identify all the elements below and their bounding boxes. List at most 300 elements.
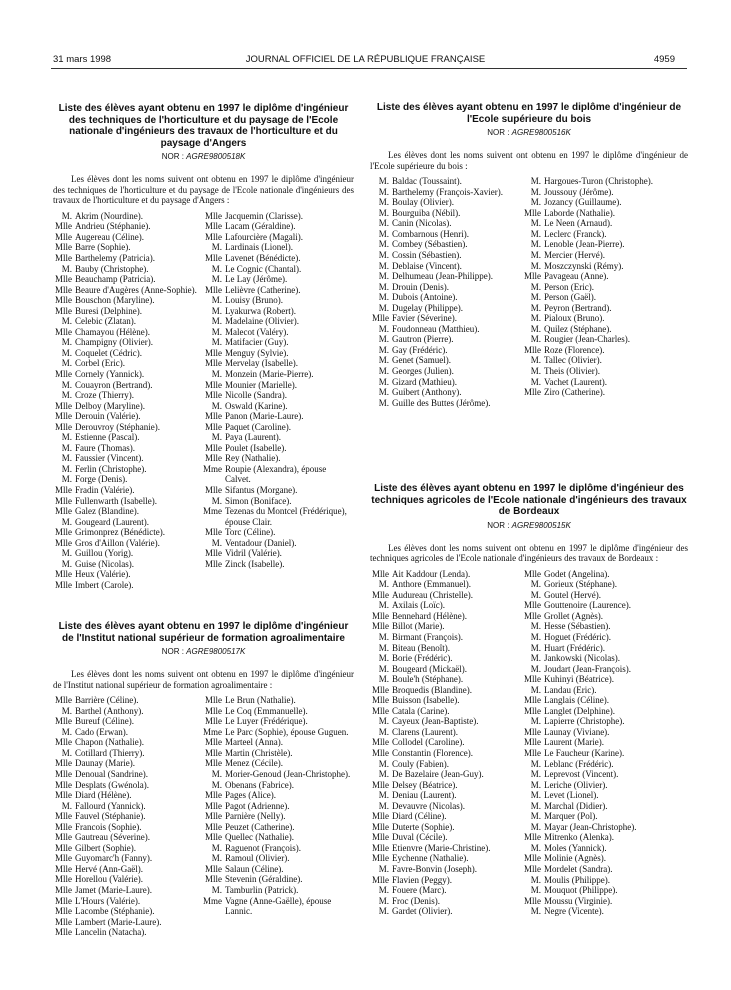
list-item [53, 390, 203, 401]
person-name: Andrieu (Stéphanie). [75, 221, 151, 232]
list-item [370, 896, 522, 907]
list-item [522, 832, 688, 843]
person-name: Marchal (Didier). [544, 800, 608, 811]
list-item [370, 313, 522, 324]
civility: M. [530, 779, 541, 790]
civility: Mlle [55, 421, 72, 432]
list-item [203, 874, 354, 885]
person-name: Chapon (Nathalie). [75, 737, 144, 748]
person-name: Fauvel (Stéphanie). [75, 811, 146, 822]
person-name: Gorieux (Stéphane). [544, 579, 617, 590]
person-name: Corbel (Eric). [75, 358, 125, 369]
list-item [203, 695, 354, 706]
list-item [53, 538, 203, 549]
person-name: Barthelemy (Patricia). [75, 252, 155, 263]
list-item [203, 348, 354, 359]
person-name: Fallourd (Yannick). [75, 800, 146, 811]
civility: Mlle [55, 411, 72, 422]
civility: Mlle [524, 271, 541, 282]
list-item [203, 864, 354, 875]
person-name: Gay (Frédéric). [392, 344, 448, 355]
civility: Mlle [55, 927, 72, 938]
list-item [203, 769, 354, 780]
person-name: Madelaine (Olivier). [225, 316, 299, 327]
list-item [53, 727, 203, 738]
list-item [203, 358, 354, 369]
list-item [370, 737, 522, 748]
civility: M. [530, 260, 541, 271]
civility: M. [378, 631, 389, 642]
list-item [53, 443, 203, 454]
person-name: Quellec (Nathalie). [225, 832, 294, 843]
person-name: Cotillard (Thierry). [75, 747, 145, 758]
civility: M. [378, 906, 389, 917]
person-name: Jozancy (Guillaume). [544, 197, 622, 208]
list-item [53, 264, 203, 275]
person-name: Moszczynski (Rémy). [544, 260, 624, 271]
section-agroalimentaire [53, 621, 354, 938]
person-name: Gouttenoire (Laurence). [544, 600, 631, 611]
civility: Mlle [55, 885, 72, 896]
list-item [522, 811, 688, 822]
civility: M. [378, 800, 389, 811]
civility: Mlle [372, 610, 389, 621]
list-item [522, 377, 688, 388]
names-list [53, 211, 354, 591]
civility: M. [530, 631, 541, 642]
nor-label: NOR : [487, 128, 510, 137]
civility: Mlle [205, 695, 222, 706]
person-name: Daunay (Marie). [75, 758, 135, 769]
person-name: Drouin (Denis). [392, 281, 449, 292]
civility: Mlle [55, 832, 72, 843]
names-column [203, 695, 354, 938]
list-item [370, 218, 522, 229]
person-name: Menez (Cécile). [225, 758, 283, 769]
section-intro: Les élèves dont les noms suivent ont obtenu en 1997 le diplôme d'ingénieur de l'Ecole supérieure du bois : [370, 150, 688, 171]
civility: Mlle [372, 821, 389, 832]
list-item [53, 843, 203, 854]
person-name: Dubois (Antoine). [392, 292, 458, 303]
civility: M. [378, 250, 389, 261]
civility: M. [530, 885, 541, 896]
civility: Mlle [372, 853, 389, 864]
civility: M. [530, 906, 541, 917]
person-name: Louisy (Bruno). [225, 295, 283, 306]
civility: M. [378, 302, 389, 313]
civility: M. [530, 790, 541, 801]
person-name: Gizard (Mathieu). [392, 376, 457, 387]
list-item [53, 790, 203, 801]
civility: Mlle [55, 863, 72, 874]
civility: Mlle [372, 589, 389, 600]
civility: Mlle [55, 537, 72, 548]
civility: M. [378, 218, 389, 229]
list-item [370, 822, 522, 833]
civility: Mlle [524, 705, 541, 716]
person-name: Le Parc (Sophie), épouse Guguen. [225, 726, 349, 737]
list-item [522, 579, 688, 590]
list-item [203, 790, 354, 801]
civility: M. [378, 674, 389, 685]
person-name: Canin (Nicolas). [392, 218, 452, 229]
civility: M. [211, 885, 222, 896]
person-name: Le Luyer (Frédérique). [225, 716, 308, 727]
civility: M. [61, 432, 72, 443]
list-item [370, 176, 522, 187]
person-name: Fullenwarth (Isabelle). [75, 495, 157, 506]
list-item [522, 695, 688, 706]
person-name: Hervé (Ann-Gaël). [75, 863, 143, 874]
person-name: Hoguet (Frédéric). [544, 631, 611, 642]
list-item [53, 306, 203, 317]
section-intro: Les élèves dont les noms suivent ont obtenu en 1997 le diplôme d'ingénieur de l'Institut national supérieur de formation agroalimentaire : [53, 669, 354, 690]
civility: M. [211, 842, 222, 853]
civility: Mme [203, 895, 222, 906]
civility: M. [61, 463, 72, 474]
list-item [53, 453, 203, 464]
civility: Mlle [372, 737, 389, 748]
civility: Mlle [524, 610, 541, 621]
person-name: Foudonneau (Matthieu). [392, 323, 480, 334]
list-item [53, 896, 203, 907]
list-item [370, 229, 522, 240]
civility: M. [530, 811, 541, 822]
civility: M. [378, 726, 389, 737]
nor-reference [370, 127, 688, 138]
person-name: Roupie (Alexandra), épouse Calvet. [225, 463, 327, 485]
civility: M. [530, 800, 541, 811]
person-name: Guibert (Anthony). [392, 387, 462, 398]
person-name: Leclerc (Franck). [544, 228, 607, 239]
list-item [203, 748, 354, 759]
list-item [370, 632, 522, 643]
list-item [370, 769, 522, 780]
civility: Mlle [372, 874, 389, 885]
list-item [370, 885, 522, 896]
list-item [203, 422, 354, 433]
person-name: Godet (Angelina). [544, 568, 610, 579]
list-item [522, 197, 688, 208]
person-name: Faure (Thomas). [75, 442, 135, 453]
person-name: Deniau (Laurent). [392, 790, 457, 801]
list-item [203, 737, 354, 748]
list-item [53, 801, 203, 812]
person-name: Guise (Nicolas). [75, 558, 134, 569]
person-name: Panon (Marie-Laure). [225, 411, 304, 422]
names-column [522, 569, 688, 917]
person-name: Cayeux (Jean-Baptiste). [392, 716, 479, 727]
civility: Mlle [55, 569, 72, 580]
person-name: Flavien (Peggy). [392, 874, 452, 885]
list-item [522, 727, 688, 738]
person-name: Gautron (Pierre). [392, 334, 454, 345]
person-name: Lambert (Marie-Laure). [75, 916, 162, 927]
civility: M. [61, 548, 72, 559]
person-name: Devauvre (Nicolas). [392, 800, 465, 811]
list-item [203, 496, 354, 507]
civility: Mlle [55, 790, 72, 801]
person-name: Le Coq (Emmanuelle). [225, 705, 308, 716]
person-name: Champigny (Olivier). [75, 337, 153, 348]
civility: M. [211, 305, 222, 316]
list-item [53, 927, 203, 938]
civility: Mlle [55, 853, 72, 864]
person-name: Pavageau (Anne). [544, 271, 609, 282]
list-item [53, 559, 203, 570]
list-item [522, 875, 688, 886]
civility: M. [378, 600, 389, 611]
list-item [522, 759, 688, 770]
person-name: Moulis (Philippe). [544, 874, 611, 885]
person-name: De Bazelaire (Jean-Guy). [392, 769, 484, 780]
civility: Mlle [524, 600, 541, 611]
civility: M. [530, 653, 541, 664]
list-item [522, 843, 688, 854]
civility: Mlle [205, 747, 222, 758]
list-item [370, 271, 522, 282]
person-name: Chamayou (Hélène). [75, 326, 150, 337]
civility: Mlle [55, 284, 72, 295]
person-name: Lapierre (Christophe). [544, 716, 625, 727]
civility: M. [530, 874, 541, 885]
civility: Mlle [55, 821, 72, 832]
list-item [203, 896, 354, 917]
civility: M. [530, 758, 541, 769]
person-name: Mercier (Hervé). [544, 250, 605, 261]
person-name: Boule'h (Stéphane). [392, 674, 464, 685]
civility: M. [378, 355, 389, 366]
person-name: Nicolle (Sandra). [225, 390, 287, 401]
civility: M. [61, 558, 72, 569]
civility: M. [378, 366, 389, 377]
list-item [522, 748, 688, 759]
civility: Mlle [372, 747, 389, 758]
person-name: Lacombe (Stéphanie). [75, 906, 155, 917]
list-item [53, 380, 203, 391]
list-item [370, 208, 522, 219]
person-name: Jacquemin (Clarisse). [225, 210, 303, 221]
list-item [370, 790, 522, 801]
person-name: Matifacier (Guy). [225, 337, 289, 348]
civility: M. [378, 376, 389, 387]
list-item [203, 337, 354, 348]
list-item [522, 864, 688, 875]
list-item [370, 843, 522, 854]
nor-code: AGRE9800518K [186, 152, 246, 161]
civility: Mlle [205, 358, 222, 369]
person-name: Vachet (Laurent). [544, 376, 607, 387]
list-item [203, 453, 354, 464]
civility: Mlle [372, 779, 389, 790]
person-name: Collodel (Caroline). [392, 737, 465, 748]
list-item [522, 250, 688, 261]
civility: Mlle [524, 747, 541, 758]
civility: Mlle [205, 548, 222, 559]
list-item [53, 580, 203, 591]
person-name: Boulay (Olivier). [392, 197, 454, 208]
list-item [203, 538, 354, 549]
header-rule [51, 68, 687, 69]
civility: Mlle [205, 800, 222, 811]
list-item [203, 327, 354, 338]
list-item [522, 208, 688, 219]
civility: Mlle [205, 485, 222, 495]
civility: Mlle [55, 242, 72, 253]
person-name: Bourguiba (Nébil). [392, 207, 461, 218]
person-name: Lancelin (Natacha). [75, 927, 147, 938]
person-name: Couayron (Bertrand). [75, 379, 153, 390]
names-column [370, 569, 522, 917]
person-name: Mervelay (Isabelle). [225, 358, 298, 369]
person-name: Guillou (Yorig). [75, 548, 134, 559]
list-item [370, 695, 522, 706]
civility: M. [530, 176, 541, 187]
civility: M. [211, 337, 222, 348]
civility: Mlle [205, 231, 222, 242]
list-item [53, 885, 203, 896]
section-title: Liste des élèves ayant obtenu en 1997 le diplôme d'ingénieur de l'Institut national supérieur de formation agroalimentaire [58, 621, 349, 644]
person-name: Langlais (Céline). [544, 695, 609, 706]
civility: Mlle [524, 832, 541, 843]
person-name: Genet (Samuel). [392, 355, 451, 366]
person-name: Mitrenko (Alenka). [544, 832, 614, 843]
civility: M. [211, 263, 222, 274]
civility: M. [378, 716, 389, 727]
person-name: Guyomarc'h (Fanny). [75, 853, 153, 864]
person-name: Duterte (Sophie). [392, 821, 455, 832]
list-item [203, 464, 354, 485]
civility: M. [378, 197, 389, 208]
list-item [203, 758, 354, 769]
nor-code: AGRE9800516K [511, 128, 571, 137]
list-item [522, 653, 688, 664]
list-item [370, 345, 522, 356]
civility: Mlle [205, 379, 222, 390]
nor-code: AGRE9800515K [511, 520, 571, 530]
civility: M. [530, 239, 541, 250]
civility: M. [530, 621, 541, 632]
civility: Mlle [205, 716, 222, 727]
civility: M. [211, 432, 222, 443]
civility: M. [61, 800, 72, 811]
list-item [522, 282, 688, 293]
person-name: Zinck (Isabelle). [225, 558, 285, 569]
person-name: Estienne (Pascal). [75, 432, 140, 443]
list-item [370, 801, 522, 812]
section-title: Liste des élèves ayant obtenu en 1997 le diplôme d'ingénieur des techniques de l'horticulture et du paysage de l'Ecole nationale d'ingénieurs des travaux de l'horticulture et du paysage d'Angers [58, 103, 349, 149]
list-item [522, 261, 688, 272]
civility: M. [530, 228, 541, 239]
civility: M. [530, 716, 541, 727]
person-name: Pialoux (Bruno). [544, 313, 605, 324]
person-name: Pagot (Adrienne). [225, 800, 290, 811]
person-name: Celebic (Zlatan). [75, 316, 136, 327]
person-name: Paya (Laurent). [225, 432, 281, 443]
list-item [53, 822, 203, 833]
list-item [53, 474, 203, 485]
civility: Mlle [55, 874, 72, 885]
person-name: Grimonprez (Bénédicte). [75, 527, 165, 538]
person-name: Combey (Sébastien). [392, 239, 468, 250]
person-name: Bennehard (Hélène). [392, 610, 467, 621]
person-name: Laurent (Marie). [544, 737, 604, 748]
person-name: Quilez (Stéphane). [544, 323, 612, 334]
list-item [53, 864, 203, 875]
list-item [53, 432, 203, 443]
civility: Mlle [524, 737, 541, 748]
person-name: Delsey (Béatrice). [392, 779, 458, 790]
person-name: Mayar (Jean-Christophe). [544, 821, 637, 832]
civility: Mlle [205, 390, 222, 401]
civility: M. [378, 895, 389, 906]
civility: M. [530, 663, 541, 674]
person-name: Bauby (Christophe). [75, 263, 149, 274]
list-item [522, 324, 688, 335]
list-item [203, 274, 354, 285]
civility: M. [61, 379, 72, 390]
person-name: Francois (Sophie). [75, 821, 142, 832]
list-item [522, 621, 688, 632]
civility: M. [61, 705, 72, 716]
list-item [53, 706, 203, 717]
person-name: Pages (Alice). [225, 790, 276, 801]
person-name: Marteel (Anna). [225, 737, 283, 748]
list-item [203, 853, 354, 864]
section-angers [53, 103, 354, 590]
person-name: Gilbert (Sophie). [75, 842, 136, 853]
list-item [522, 345, 688, 356]
names-list [370, 569, 688, 917]
list-item [522, 664, 688, 675]
civility: Mlle [55, 811, 72, 822]
civility: M. [530, 366, 541, 377]
section-bordeaux [370, 483, 688, 917]
nor-code: AGRE9800517K [186, 647, 246, 656]
person-name: Stevenin (Géraldine). [225, 874, 303, 885]
person-name: Vagne (Anne-Gaëlle), épouse Lannic. [225, 895, 332, 917]
list-item [370, 303, 522, 314]
list-item [53, 853, 203, 864]
civility: M. [378, 387, 389, 398]
list-item [53, 769, 203, 780]
person-name: Lenoble (Jean-Pierre). [544, 239, 625, 250]
civility: Mlle [524, 695, 541, 706]
list-item [522, 187, 688, 198]
person-name: Mounier (Marielle). [225, 379, 297, 390]
civility: M. [61, 726, 72, 737]
list-item [53, 832, 203, 843]
list-item [203, 242, 354, 253]
civility: Mme [203, 506, 222, 517]
civility: Mme [203, 463, 222, 474]
civility: M. [378, 663, 389, 674]
person-name: Tallec (Olivier). [544, 355, 602, 366]
person-name: Gautreau (Séverine). [75, 832, 150, 843]
civility: Mlle [205, 453, 222, 464]
list-item [370, 611, 522, 622]
civility: Mlle [372, 705, 389, 716]
list-item [370, 748, 522, 759]
nor-label: NOR : [161, 152, 184, 161]
person-name: Rey (Nathalie). [225, 453, 281, 464]
section-intro: Les élèves dont les noms suivent ont obtenu en 1997 le diplôme d'ingénieur des techniques agricoles de l'Ecole nationale d'ingénieurs des travaux de Bordeaux : [370, 542, 688, 564]
civility: Mlle [55, 842, 72, 853]
person-name: Ventadour (Daniel). [225, 537, 297, 548]
person-name: Etienvre (Marie-Christine). [392, 842, 491, 853]
civility: M. [378, 885, 389, 896]
person-name: Ziro (Catherine). [544, 387, 605, 398]
